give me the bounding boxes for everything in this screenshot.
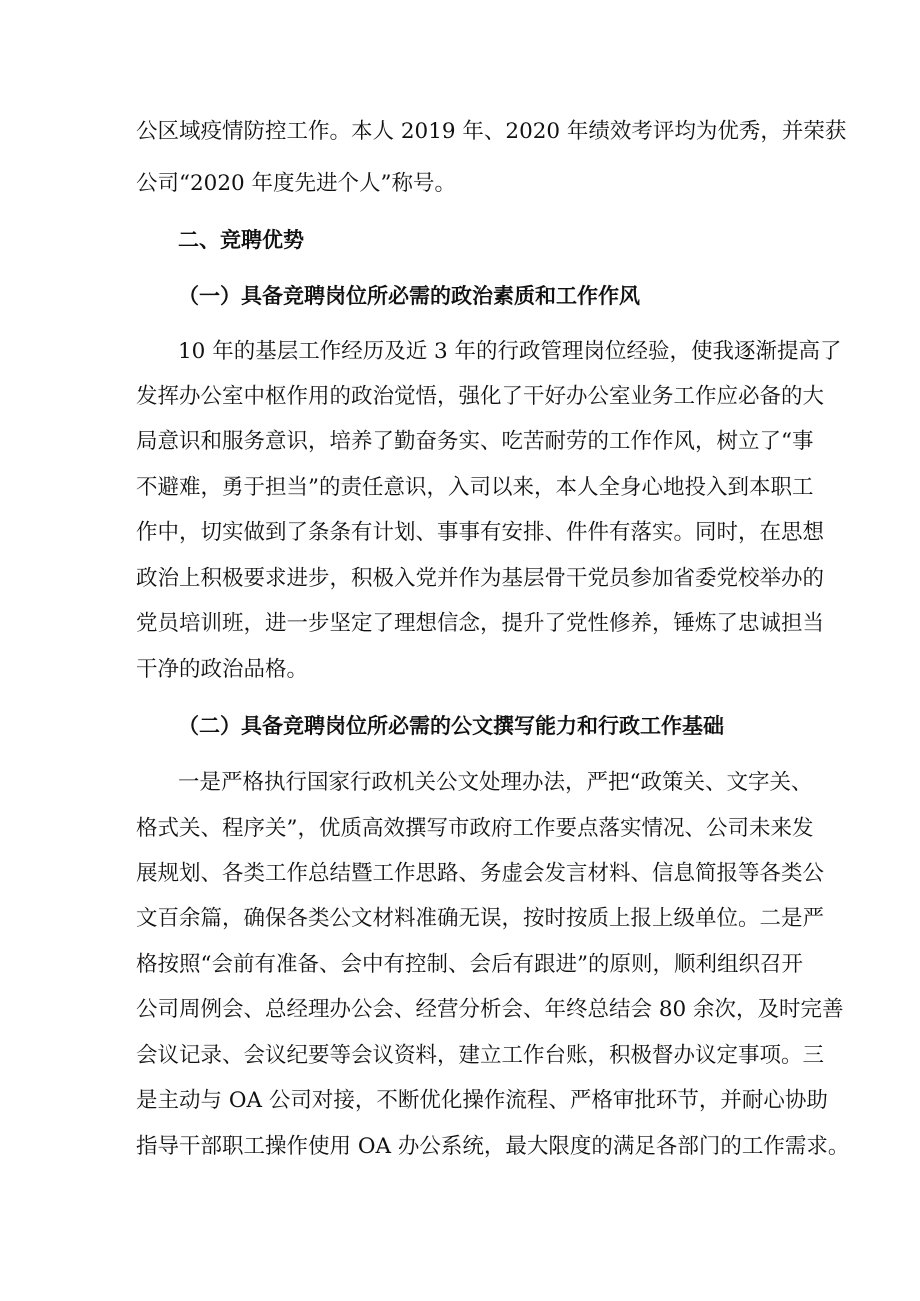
paragraph-line: 作中，切实做到了条条有计划、事事有安排、件件有落实。同时，在思想 [136, 520, 825, 545]
paragraph-line: 干净的政治品格。 [136, 657, 309, 682]
section-title: 二、竞聘优势 [178, 227, 304, 252]
subsection-title: （二）具备竞聘岗位所必需的公文撰写能力和行政工作基础 [178, 713, 724, 738]
paragraph-line: 不避难，勇于担当”的责任意识，入司以来，本人全身心地投入到本职工 [136, 475, 814, 500]
paragraph-line: 局意识和服务意识，培养了勤奋务实、吃苦耐劳的工作作风，树立了“事 [136, 429, 814, 454]
paragraph-line: 是主动与 OA 公司对接，不断优化操作流程、严格审批环节，并耐心协助 [136, 1088, 828, 1113]
paragraph-line: 格式关、程序关”，优质高效撰写市政府工作要点落实情况、公司未来发 [136, 816, 814, 841]
paragraph-line: 指导干部职工操作使用 OA 办公系统，最大限度的满足各部门的工作需求。 [136, 1134, 850, 1159]
paragraph-line: 公司周例会、总经理办公会、经营分析会、年终总结会 80 余次，及时完善 [136, 997, 844, 1022]
paragraph-line: 会议记录、会议纪要等会议资料，建立工作台账，积极督办议定事项。三 [136, 1043, 825, 1068]
paragraph-line: 发挥办公室中枢作用的政治觉悟，强化了干好办公室业务工作应必备的大 [136, 384, 825, 409]
paragraph-line: 格按照“会前有准备、会中有控制、会后有跟进”的原则，顺利组织召开 [136, 952, 803, 977]
subsection-title: （一）具备竞聘岗位所必需的政治素质和工作作风 [178, 283, 640, 308]
paragraph-line: 一是严格执行国家行政机关公文处理办法，严把“政策关、文字关、 [178, 770, 813, 795]
paragraph-line: 党员培训班，进一步坚定了理想信念，提升了党性修养，锤炼了忠诚担当 [136, 611, 825, 636]
paragraph-line: 公司“2020 年度先进个人”称号。 [136, 171, 457, 196]
paragraph-line: 10 年的基层工作经历及近 3 年的行政管理岗位经验，使我逐渐提高了 [178, 339, 842, 364]
paragraph-line: 政治上积极要求进步，积极入党并作为基层骨干党员参加省委党校举办的 [136, 566, 825, 591]
paragraph-line: 展规划、各类工作总结暨工作思路、务虚会发言材料、信息简报等各类公 [136, 861, 825, 886]
paragraph-line: 文百余篇，确保各类公文材料准确无误，按时按质上报上级单位。二是严 [136, 906, 825, 931]
paragraph-line: 公区域疫情防控工作。本人 2019 年、2020 年绩效考评均为优秀，并荣获 [136, 119, 847, 144]
